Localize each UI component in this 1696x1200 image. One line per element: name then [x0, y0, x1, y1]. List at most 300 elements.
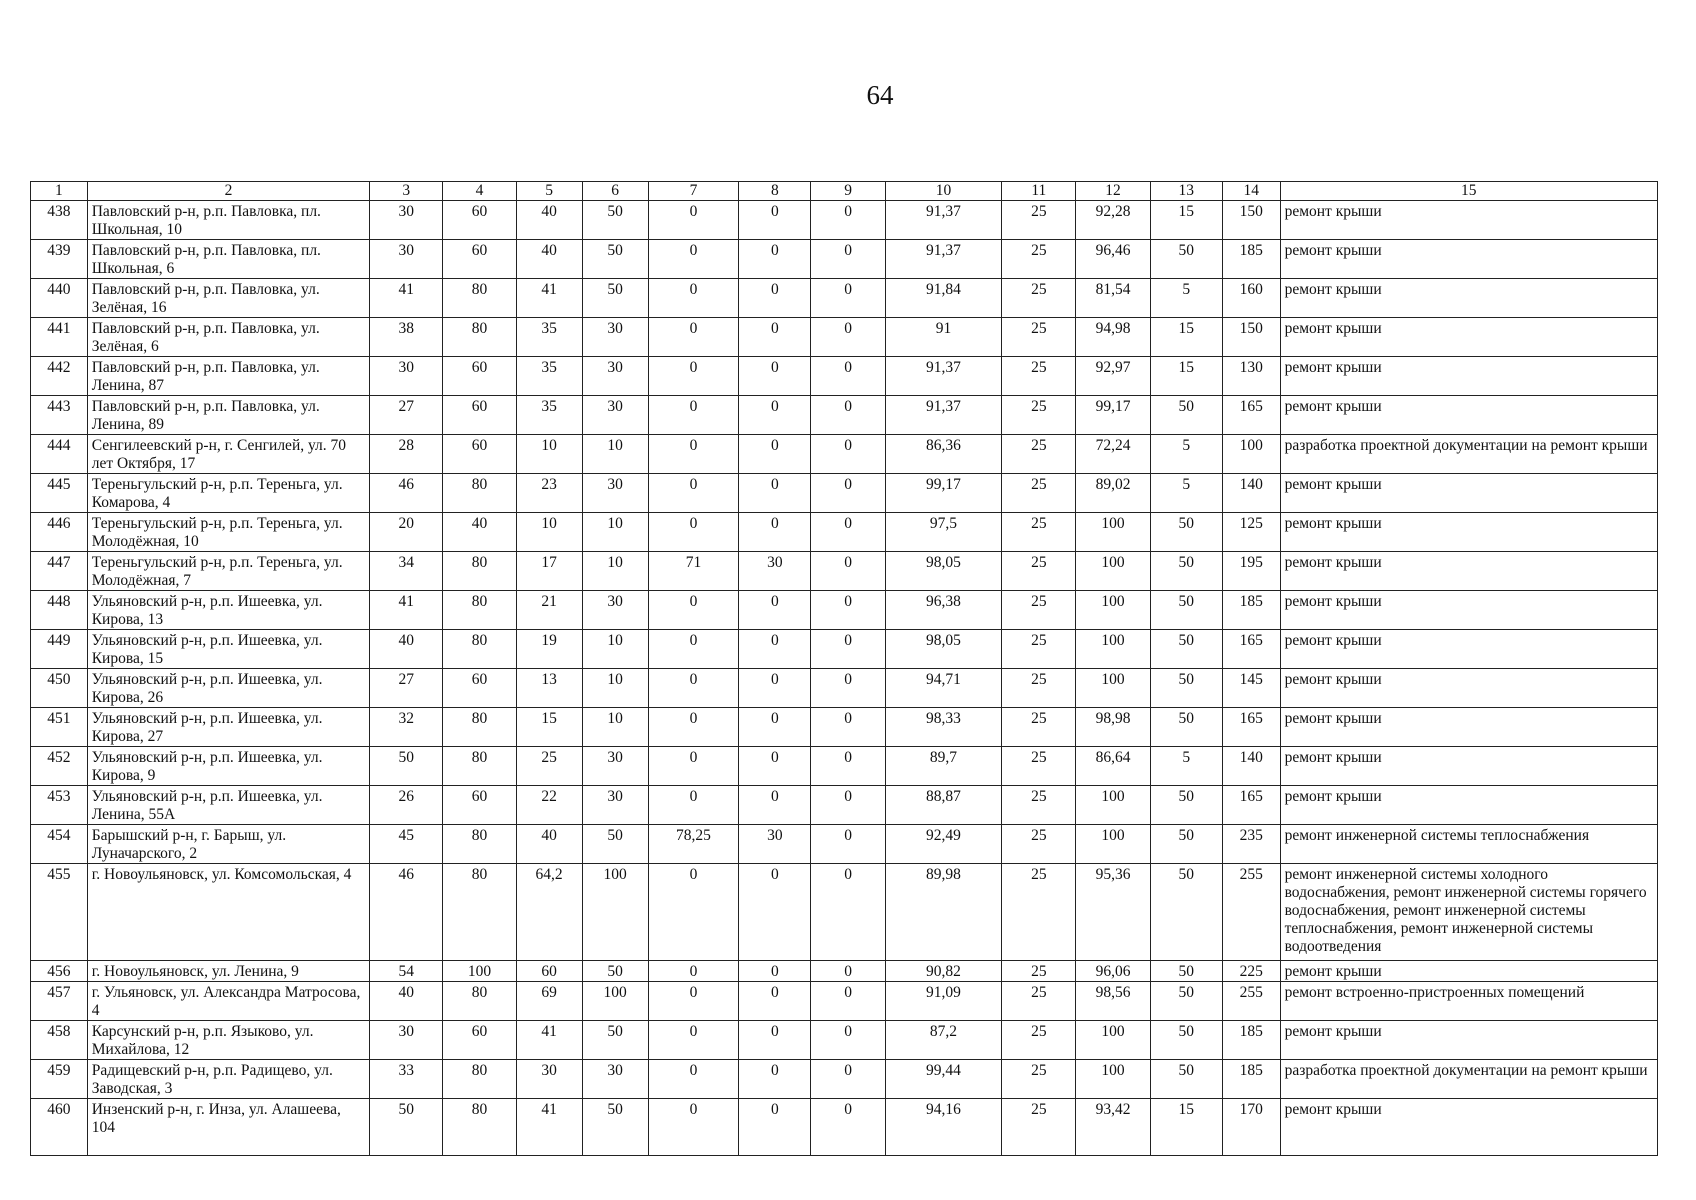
value-cell: 93,42 [1076, 1099, 1150, 1156]
value-cell: 41 [516, 279, 582, 318]
value-cell: 96,06 [1076, 961, 1150, 982]
value-cell: 50 [1150, 982, 1222, 1021]
table-row [31, 318, 1658, 357]
row-number: 457 [31, 982, 88, 1021]
value-cell: 5 [1150, 474, 1222, 513]
column-number: 12 [1076, 182, 1150, 201]
value-cell: 0 [648, 474, 739, 513]
value-cell: 25 [1002, 1060, 1076, 1099]
value-cell: 50 [1150, 630, 1222, 669]
table-row [31, 708, 1658, 747]
work-type-cell: ремонт крыши [1280, 1021, 1657, 1060]
work-type-cell: ремонт крыши [1280, 396, 1657, 435]
value-cell: 130 [1222, 357, 1280, 396]
value-cell: 25 [1002, 474, 1076, 513]
value-cell: 41 [516, 1021, 582, 1060]
address-cell: Павловский р-н, р.п. Павловка, ул. Ленина, 89 [87, 396, 370, 435]
value-cell: 27 [370, 396, 443, 435]
value-cell: 50 [370, 747, 443, 786]
value-cell: 0 [648, 708, 739, 747]
value-cell: 15 [1150, 318, 1222, 357]
value-cell: 0 [811, 474, 885, 513]
value-cell: 100 [582, 864, 648, 961]
address-cell: Павловский р-н, р.п. Павловка, ул. Зелёная, 16 [87, 279, 370, 318]
value-cell: 50 [582, 1021, 648, 1060]
column-number: 15 [1280, 182, 1657, 201]
value-cell: 30 [582, 474, 648, 513]
work-type-cell: ремонт крыши [1280, 513, 1657, 552]
value-cell: 0 [811, 552, 885, 591]
value-cell: 25 [1002, 240, 1076, 279]
work-type-cell: ремонт крыши [1280, 669, 1657, 708]
value-cell: 98,56 [1076, 982, 1150, 1021]
value-cell: 25 [1002, 201, 1076, 240]
address-cell: Ульяновский р-н, р.п. Ишеевка, ул. Кирова, 15 [87, 630, 370, 669]
value-cell: 86,64 [1076, 747, 1150, 786]
value-cell: 80 [443, 825, 516, 864]
column-number: 13 [1150, 182, 1222, 201]
value-cell: 10 [516, 513, 582, 552]
value-cell: 25 [1002, 279, 1076, 318]
value-cell: 0 [739, 864, 811, 961]
value-cell: 0 [739, 474, 811, 513]
column-number: 8 [739, 182, 811, 201]
value-cell: 80 [443, 318, 516, 357]
value-cell: 0 [811, 864, 885, 961]
work-type-cell: ремонт крыши [1280, 630, 1657, 669]
table-row [31, 201, 1658, 240]
value-cell: 10 [582, 669, 648, 708]
value-cell: 0 [811, 747, 885, 786]
value-cell: 25 [1002, 513, 1076, 552]
work-type-cell: ремонт крыши [1280, 591, 1657, 630]
value-cell: 41 [370, 591, 443, 630]
value-cell: 80 [443, 1060, 516, 1099]
column-number: 14 [1222, 182, 1280, 201]
value-cell: 38 [370, 318, 443, 357]
value-cell: 0 [648, 357, 739, 396]
table-row [31, 982, 1658, 1021]
value-cell: 185 [1222, 1021, 1280, 1060]
value-cell: 0 [739, 396, 811, 435]
row-number: 439 [31, 240, 88, 279]
value-cell: 46 [370, 474, 443, 513]
value-cell: 10 [582, 435, 648, 474]
value-cell: 255 [1222, 982, 1280, 1021]
value-cell: 92,28 [1076, 201, 1150, 240]
value-cell: 80 [443, 982, 516, 1021]
table-row [31, 513, 1658, 552]
work-type-cell: ремонт крыши [1280, 747, 1657, 786]
value-cell: 21 [516, 591, 582, 630]
value-cell: 0 [811, 318, 885, 357]
value-cell: 0 [811, 357, 885, 396]
value-cell: 25 [1002, 669, 1076, 708]
value-cell: 0 [648, 961, 739, 982]
value-cell: 87,2 [885, 1021, 1002, 1060]
value-cell: 40 [370, 982, 443, 1021]
row-number: 441 [31, 318, 88, 357]
value-cell: 0 [811, 1099, 885, 1156]
value-cell: 30 [582, 747, 648, 786]
value-cell: 100 [1076, 513, 1150, 552]
table-row [31, 552, 1658, 591]
address-cell: Тереньгульский р-н, р.п. Тереньга, ул. Молодёжная, 10 [87, 513, 370, 552]
value-cell: 0 [739, 279, 811, 318]
value-cell: 0 [648, 318, 739, 357]
address-cell: г. Новоульяновск, ул. Ленина, 9 [87, 961, 370, 982]
value-cell: 96,38 [885, 591, 1002, 630]
value-cell: 150 [1222, 318, 1280, 357]
value-cell: 100 [443, 961, 516, 982]
value-cell: 50 [582, 201, 648, 240]
column-number: 9 [811, 182, 885, 201]
value-cell: 125 [1222, 513, 1280, 552]
value-cell: 99,17 [885, 474, 1002, 513]
value-cell: 0 [739, 1060, 811, 1099]
value-cell: 86,36 [885, 435, 1002, 474]
value-cell: 60 [443, 396, 516, 435]
column-number: 10 [885, 182, 1002, 201]
value-cell: 35 [516, 357, 582, 396]
value-cell: 160 [1222, 279, 1280, 318]
value-cell: 50 [1150, 786, 1222, 825]
value-cell: 50 [1150, 708, 1222, 747]
column-number-row [31, 182, 1658, 201]
value-cell: 34 [370, 552, 443, 591]
value-cell: 15 [516, 708, 582, 747]
row-number: 443 [31, 396, 88, 435]
value-cell: 0 [648, 630, 739, 669]
address-cell: Павловский р-н, р.п. Павловка, пл. Школьная, 6 [87, 240, 370, 279]
value-cell: 25 [1002, 1099, 1076, 1156]
column-number: 5 [516, 182, 582, 201]
value-cell: 50 [1150, 552, 1222, 591]
row-number: 442 [31, 357, 88, 396]
value-cell: 10 [582, 513, 648, 552]
value-cell: 91,37 [885, 240, 1002, 279]
value-cell: 91,37 [885, 201, 1002, 240]
value-cell: 40 [443, 513, 516, 552]
value-cell: 0 [739, 1021, 811, 1060]
value-cell: 0 [739, 513, 811, 552]
address-cell: г. Ульяновск, ул. Александра Матросова, 4 [87, 982, 370, 1021]
value-cell: 50 [1150, 669, 1222, 708]
value-cell: 195 [1222, 552, 1280, 591]
value-cell: 15 [1150, 357, 1222, 396]
value-cell: 30 [370, 240, 443, 279]
row-number: 452 [31, 747, 88, 786]
value-cell: 25 [516, 747, 582, 786]
value-cell: 60 [443, 201, 516, 240]
value-cell: 92,97 [1076, 357, 1150, 396]
address-cell: Ульяновский р-н, р.п. Ишеевка, ул. Кирова, 9 [87, 747, 370, 786]
row-number: 445 [31, 474, 88, 513]
value-cell: 185 [1222, 591, 1280, 630]
value-cell: 28 [370, 435, 443, 474]
work-type-cell: ремонт встроенно-пристроенных помещений [1280, 982, 1657, 1021]
value-cell: 25 [1002, 747, 1076, 786]
value-cell: 100 [1076, 630, 1150, 669]
row-number: 446 [31, 513, 88, 552]
value-cell: 140 [1222, 474, 1280, 513]
value-cell: 0 [648, 669, 739, 708]
value-cell: 30 [739, 825, 811, 864]
value-cell: 80 [443, 474, 516, 513]
value-cell: 0 [648, 591, 739, 630]
value-cell: 15 [1150, 1099, 1222, 1156]
column-number: 1 [31, 182, 88, 201]
value-cell: 81,54 [1076, 279, 1150, 318]
value-cell: 25 [1002, 825, 1076, 864]
value-cell: 50 [1150, 1060, 1222, 1099]
value-cell: 40 [370, 630, 443, 669]
value-cell: 0 [811, 1060, 885, 1099]
row-number: 448 [31, 591, 88, 630]
value-cell: 0 [648, 513, 739, 552]
table-row [31, 1021, 1658, 1060]
value-cell: 40 [516, 825, 582, 864]
address-cell: Ульяновский р-н, р.п. Ишеевка, ул. Кирова, 26 [87, 669, 370, 708]
work-type-cell: ремонт крыши [1280, 474, 1657, 513]
work-type-cell: ремонт крыши [1280, 201, 1657, 240]
work-type-cell: ремонт инженерной системы теплоснабжения [1280, 825, 1657, 864]
value-cell: 0 [648, 1060, 739, 1099]
value-cell: 0 [648, 201, 739, 240]
value-cell: 80 [443, 279, 516, 318]
value-cell: 5 [1150, 279, 1222, 318]
value-cell: 0 [648, 1021, 739, 1060]
value-cell: 25 [1002, 1021, 1076, 1060]
value-cell: 50 [1150, 1021, 1222, 1060]
row-number: 460 [31, 1099, 88, 1156]
value-cell: 23 [516, 474, 582, 513]
repair-program-table [30, 181, 1658, 1156]
value-cell: 0 [811, 240, 885, 279]
value-cell: 185 [1222, 240, 1280, 279]
value-cell: 0 [739, 435, 811, 474]
value-cell: 41 [370, 279, 443, 318]
value-cell: 99,17 [1076, 396, 1150, 435]
value-cell: 91,84 [885, 279, 1002, 318]
work-type-cell: ремонт крыши [1280, 786, 1657, 825]
value-cell: 95,36 [1076, 864, 1150, 961]
row-number: 449 [31, 630, 88, 669]
table-row [31, 630, 1658, 669]
value-cell: 0 [739, 318, 811, 357]
row-number: 450 [31, 669, 88, 708]
work-type-cell: ремонт крыши [1280, 240, 1657, 279]
value-cell: 0 [811, 279, 885, 318]
column-number: 4 [443, 182, 516, 201]
value-cell: 25 [1002, 435, 1076, 474]
value-cell: 100 [1076, 669, 1150, 708]
value-cell: 0 [648, 982, 739, 1021]
value-cell: 235 [1222, 825, 1280, 864]
row-number: 440 [31, 279, 88, 318]
value-cell: 89,02 [1076, 474, 1150, 513]
address-cell: Павловский р-н, р.п. Павловка, ул. Зелёная, 6 [87, 318, 370, 357]
value-cell: 0 [648, 786, 739, 825]
work-type-cell: разработка проектной документации на ремонт крыши [1280, 1060, 1657, 1099]
value-cell: 10 [582, 708, 648, 747]
column-number: 11 [1002, 182, 1076, 201]
value-cell: 91,37 [885, 396, 1002, 435]
value-cell: 0 [739, 786, 811, 825]
value-cell: 35 [516, 396, 582, 435]
value-cell: 30 [739, 552, 811, 591]
value-cell: 54 [370, 961, 443, 982]
value-cell: 80 [443, 630, 516, 669]
work-type-cell: ремонт крыши [1280, 318, 1657, 357]
value-cell: 91,37 [885, 357, 1002, 396]
value-cell: 50 [1150, 961, 1222, 982]
value-cell: 0 [811, 396, 885, 435]
row-number: 453 [31, 786, 88, 825]
value-cell: 99,44 [885, 1060, 1002, 1099]
address-cell: Тереньгульский р-н, р.п. Тереньга, ул. Комарова, 4 [87, 474, 370, 513]
value-cell: 50 [1150, 864, 1222, 961]
table-row [31, 396, 1658, 435]
value-cell: 13 [516, 669, 582, 708]
table-row [31, 961, 1658, 982]
value-cell: 0 [811, 708, 885, 747]
value-cell: 60 [443, 435, 516, 474]
value-cell: 80 [443, 1099, 516, 1156]
column-number: 2 [87, 182, 370, 201]
value-cell: 0 [648, 864, 739, 961]
value-cell: 80 [443, 864, 516, 961]
table-row [31, 1099, 1658, 1156]
row-number: 451 [31, 708, 88, 747]
work-type-cell: ремонт крыши [1280, 708, 1657, 747]
value-cell: 10 [582, 630, 648, 669]
value-cell: 100 [1076, 552, 1150, 591]
table-row [31, 864, 1658, 961]
table-row [31, 474, 1658, 513]
value-cell: 46 [370, 864, 443, 961]
row-number: 444 [31, 435, 88, 474]
value-cell: 60 [443, 357, 516, 396]
value-cell: 5 [1150, 435, 1222, 474]
table-row [31, 825, 1658, 864]
value-cell: 0 [648, 240, 739, 279]
value-cell: 0 [739, 1099, 811, 1156]
value-cell: 19 [516, 630, 582, 669]
value-cell: 17 [516, 552, 582, 591]
value-cell: 30 [582, 357, 648, 396]
value-cell: 89,7 [885, 747, 1002, 786]
row-number: 438 [31, 201, 88, 240]
value-cell: 98,05 [885, 552, 1002, 591]
value-cell: 30 [370, 201, 443, 240]
value-cell: 0 [811, 630, 885, 669]
value-cell: 0 [739, 630, 811, 669]
value-cell: 0 [739, 240, 811, 279]
value-cell: 25 [1002, 786, 1076, 825]
work-type-cell: ремонт крыши [1280, 961, 1657, 982]
row-number: 454 [31, 825, 88, 864]
value-cell: 50 [1150, 591, 1222, 630]
value-cell: 91 [885, 318, 1002, 357]
value-cell: 80 [443, 591, 516, 630]
work-type-cell: разработка проектной документации на ремонт крыши [1280, 435, 1657, 474]
value-cell: 0 [739, 747, 811, 786]
address-cell: Ульяновский р-н, р.п. Ишеевка, ул. Кирова, 27 [87, 708, 370, 747]
value-cell: 25 [1002, 591, 1076, 630]
value-cell: 71 [648, 552, 739, 591]
address-cell: Павловский р-н, р.п. Павловка, пл. Школьная, 10 [87, 201, 370, 240]
value-cell: 50 [582, 825, 648, 864]
value-cell: 30 [582, 591, 648, 630]
value-cell: 25 [1002, 961, 1076, 982]
value-cell: 0 [811, 591, 885, 630]
column-number: 6 [582, 182, 648, 201]
value-cell: 22 [516, 786, 582, 825]
table-row [31, 1060, 1658, 1099]
value-cell: 50 [1150, 240, 1222, 279]
value-cell: 0 [739, 669, 811, 708]
table-row [31, 786, 1658, 825]
address-cell: Ульяновский р-н, р.п. Ишеевка, ул. Кирова, 13 [87, 591, 370, 630]
value-cell: 0 [648, 435, 739, 474]
address-cell: Сенгилеевский р-н, г. Сенгилей, ул. 70 лет Октября, 17 [87, 435, 370, 474]
value-cell: 72,24 [1076, 435, 1150, 474]
address-cell: Павловский р-н, р.п. Павловка, ул. Ленина, 87 [87, 357, 370, 396]
table-body [31, 182, 1658, 1156]
value-cell: 25 [1002, 630, 1076, 669]
value-cell: 33 [370, 1060, 443, 1099]
value-cell: 96,46 [1076, 240, 1150, 279]
value-cell: 45 [370, 825, 443, 864]
value-cell: 145 [1222, 669, 1280, 708]
table-row [31, 591, 1658, 630]
value-cell: 64,2 [516, 864, 582, 961]
value-cell: 60 [516, 961, 582, 982]
value-cell: 0 [811, 1021, 885, 1060]
value-cell: 0 [811, 201, 885, 240]
value-cell: 50 [1150, 825, 1222, 864]
value-cell: 10 [516, 435, 582, 474]
row-number: 459 [31, 1060, 88, 1099]
value-cell: 30 [516, 1060, 582, 1099]
value-cell: 69 [516, 982, 582, 1021]
row-number: 458 [31, 1021, 88, 1060]
value-cell: 88,87 [885, 786, 1002, 825]
value-cell: 94,98 [1076, 318, 1150, 357]
value-cell: 78,25 [648, 825, 739, 864]
value-cell: 40 [516, 201, 582, 240]
value-cell: 30 [582, 396, 648, 435]
value-cell: 0 [811, 669, 885, 708]
value-cell: 185 [1222, 1060, 1280, 1099]
value-cell: 0 [811, 982, 885, 1021]
value-cell: 60 [443, 240, 516, 279]
value-cell: 0 [739, 357, 811, 396]
address-cell: Барышский р-н, г. Барыш, ул. Луначарского, 2 [87, 825, 370, 864]
column-number: 3 [370, 182, 443, 201]
value-cell: 50 [582, 279, 648, 318]
value-cell: 91,09 [885, 982, 1002, 1021]
value-cell: 94,16 [885, 1099, 1002, 1156]
value-cell: 100 [1076, 825, 1150, 864]
value-cell: 60 [443, 786, 516, 825]
value-cell: 98,05 [885, 630, 1002, 669]
value-cell: 25 [1002, 982, 1076, 1021]
value-cell: 98,33 [885, 708, 1002, 747]
value-cell: 150 [1222, 201, 1280, 240]
work-type-cell: ремонт крыши [1280, 1099, 1657, 1156]
